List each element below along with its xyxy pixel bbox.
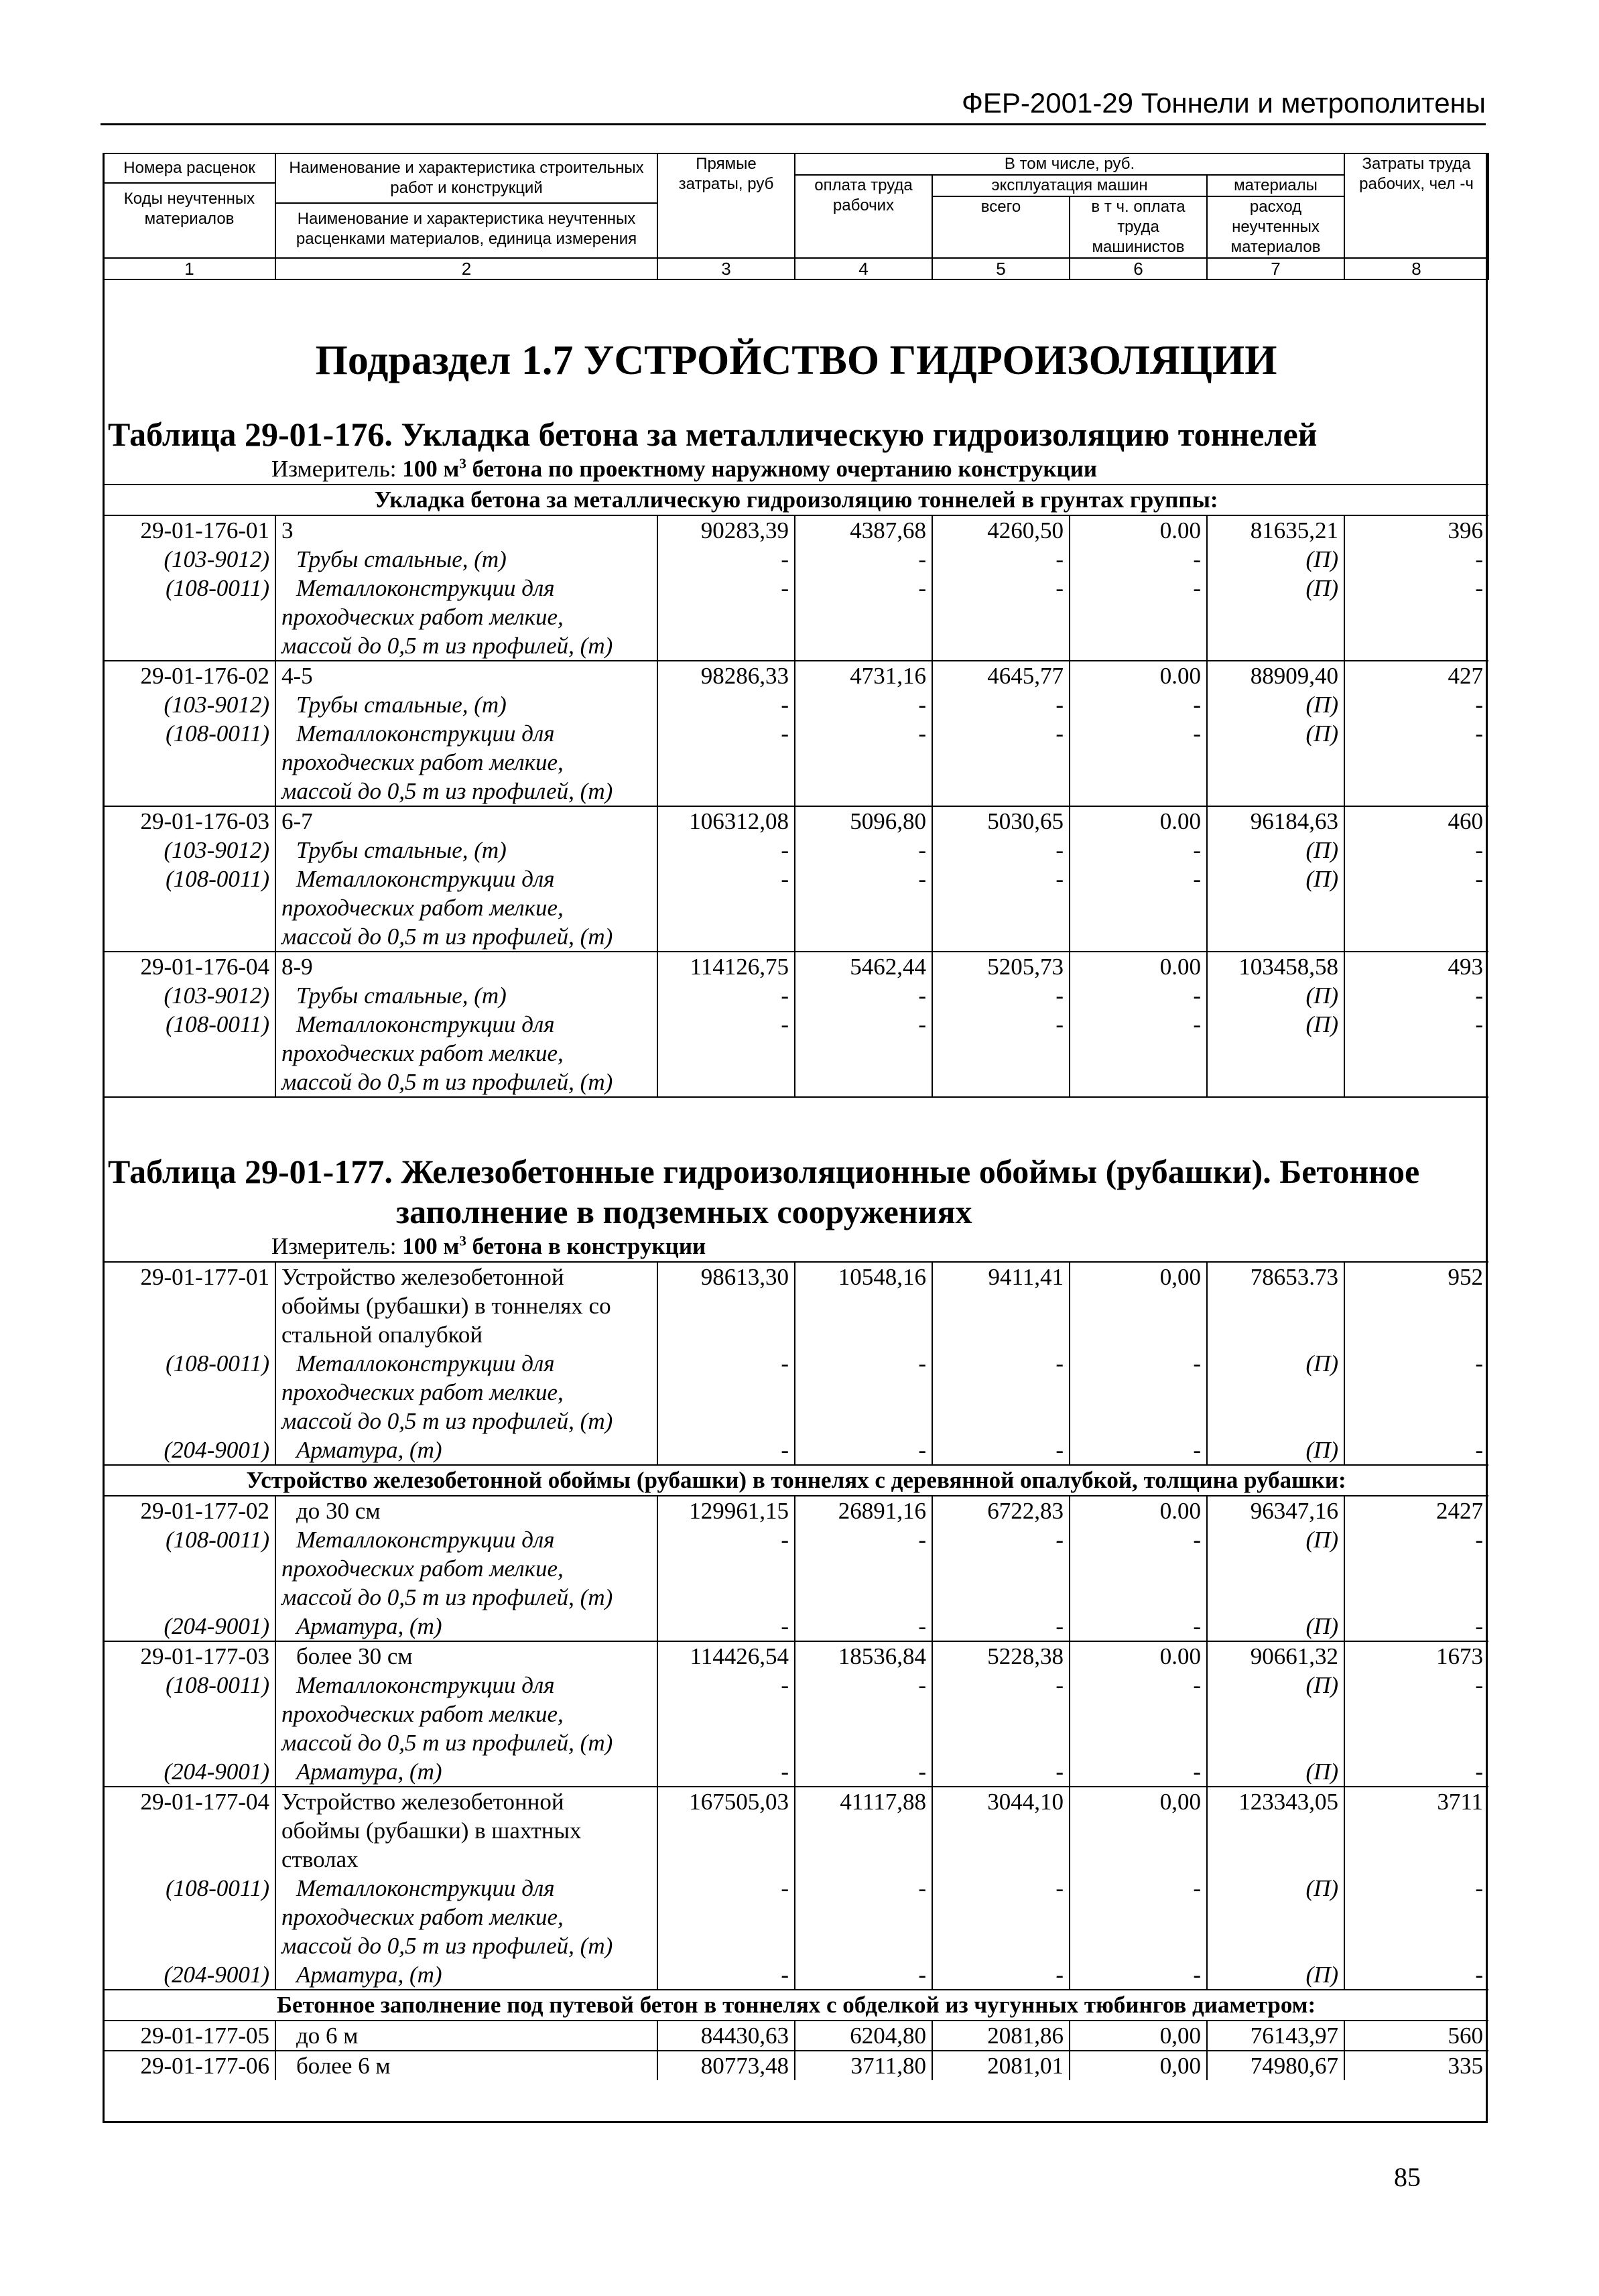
rate-29-01-176-02: 29-01-176-02 4-5 98286,33 4731,16 4645,77 0.00 88909,40 427 (103-9012) Трубы стальные, (т) - - - - (П) - (108-0011) Металлоконструкции для - - - - (П) - проходческих работ мелкие, массой до 0,5 т из профилей, (т)	[103, 661, 1488, 806]
rate-29-01-177-04: 29-01-177-04 Устройство железобетонной 167505,03 41117,88 3044,10 0,00 123343,05 3711 обоймы (рубашки) в шахтных стволах (108-0011) Металлоконструкции для - - - - (П) - проходческих работ мелкие, массой до 0,5 т из профилей, (т) (204-9001) Арматура, (т) - - - - (П) -	[103, 1787, 1488, 1990]
rate-29-01-177-05: 29-01-177-05 до 6 м 84430,63 6204,80 2081,86 0,00 76143,97 560	[103, 2021, 1488, 2051]
head-labor-costs: Затраты труда рабочих, чел -ч	[1344, 153, 1488, 258]
rate-29-01-176-03: 29-01-176-03 6-7 106312,08 5096,80 5030,65 0.00 96184,63 460 (103-9012) Трубы стальные, (т) - - - - (П) - (108-0011) Металлоконструкции для - - - - (П) - проходческих работ мелкие, массой до 0,5 т из профилей, (т)	[103, 806, 1488, 952]
spacer	[103, 1097, 1488, 1151]
page-number: 85	[1394, 2162, 1421, 2192]
table-177-measure: Измеритель: 100 $м^3$ бетона в конструкции	[103, 1232, 1488, 1262]
rate-29-01-177-02: 29-01-177-02 до 30 см 129961,15 26891,16 6722,83 0.00 96347,16 2427 (108-0011) Металлоконструкции для - - - - (П) - проходческих работ мелкие, массой до 0,5 т из профилей, (т) (204-9001) Арматура, (т) - - - - (П) -	[103, 1496, 1488, 1641]
table-176-title: Таблица 29-01-176. Укладка бетона за металлическую гидроизоляцию тоннелей	[103, 414, 1488, 454]
table-177-subheading-2: Бетонное заполнение под путевой бетон в тоннелях с обделкой из чугунных тюбингов диаметром:	[103, 1990, 1488, 2021]
table-177-title: Таблица 29-01-177. Железобетонные гидроизоляционные обоймы (рубашки). Бетонное заполнение в подземных сооружениях	[103, 1151, 1488, 1232]
table-177-subheading-1: Устройство железобетонной обоймы (рубашки) в тоннелях с деревянной опалубкой, толщина рубашки:	[103, 1465, 1488, 1496]
section-title: Подраздел 1.7 УСТРОЙСТВО ГИДРОИЗОЛЯЦИИ	[103, 279, 1488, 414]
table-176-subheading: Укладка бетона за металлическую гидроизоляцию тоннелей в грунтах группы:	[103, 485, 1488, 515]
head-including: В том числе, руб.	[795, 153, 1344, 175]
head-direct-costs: Прямые затраты, руб	[657, 153, 795, 258]
head-machinists-pay: в т ч. оплата труда машинистов	[1070, 196, 1207, 258]
head-machines: эксплуатация машин	[932, 175, 1207, 196]
rate-29-01-177-01: 29-01-177-01 Устройство железобетонной 98613,30 10548,16 9411,41 0,00 78653.73 952 обоймы (рубашки) в тоннелях со стальной опалубкой (108-0011) Металлоконструкции для - - - - (П) - проходческих работ мелкие, массой до 0,5 т из профилей, (т) (204-9001) Арматура, (т) - - - - (П) -	[103, 1262, 1488, 1465]
rate-29-01-176-04: 29-01-176-04 8-9 114126,75 5462,44 5205,73 0.00 103458,58 493 (103-9012) Трубы стальные, (т) - - - - (П) - (108-0011) Металлоконструкции для - - - - (П) - проходческих работ мелкие, массой до 0,5 т из профилей, (т)	[103, 952, 1488, 1097]
rates-table	[103, 153, 1489, 2080]
document-header: ФЕР-2001-29 Тоннели и метрополитены	[101, 84, 1486, 125]
head-material-use: расход неучтенных материалов	[1207, 196, 1344, 258]
table-head	[103, 153, 1488, 279]
rate-29-01-177-06: 29-01-177-06 более 6 м 80773,48 3711,80 2081,01 0,00 74980,67 335	[103, 2051, 1488, 2080]
head-machines-total: всего	[932, 196, 1070, 258]
rate-29-01-176-01: 29-01-176-01 3 90283,39 4387,68 4260,50 0.00 81635,21 396 (103-9012) Трубы стальные, (т) - - - - (П) - (108-0011) Металлоконструкции для - - - - (П) - проходческих работ мелкие, массой до 0,5 т из профилей, (т)	[103, 515, 1488, 661]
rate-29-01-177-03: 29-01-177-03 более 30 см 114426,54 18536,84 5228,38 0.00 90661,32 1673 (108-0011) Металлоконструкции для - - - - (П) - проходческих работ мелкие, массой до 0,5 т из профилей, (т) (204-9001) Арматура, (т) - - - - (П) -	[103, 1641, 1488, 1787]
head-codes: Номера расценок Коды неучтенных материалов	[103, 153, 275, 258]
head-labor-pay: оплата труда рабочих	[795, 175, 932, 258]
head-materials: материалы	[1207, 175, 1344, 196]
column-numbers: 1 2 3 4 5 6 7 8	[103, 258, 1488, 279]
head-names: Наименование и характеристика строительных работ и конструкций Наименование и характеристика неучтенных расценками материалов, единица измерения	[275, 153, 657, 258]
table-176-measure: Измеритель: 100 $м^3$ бетона по проектному наружному очертанию конструкции	[103, 454, 1488, 485]
